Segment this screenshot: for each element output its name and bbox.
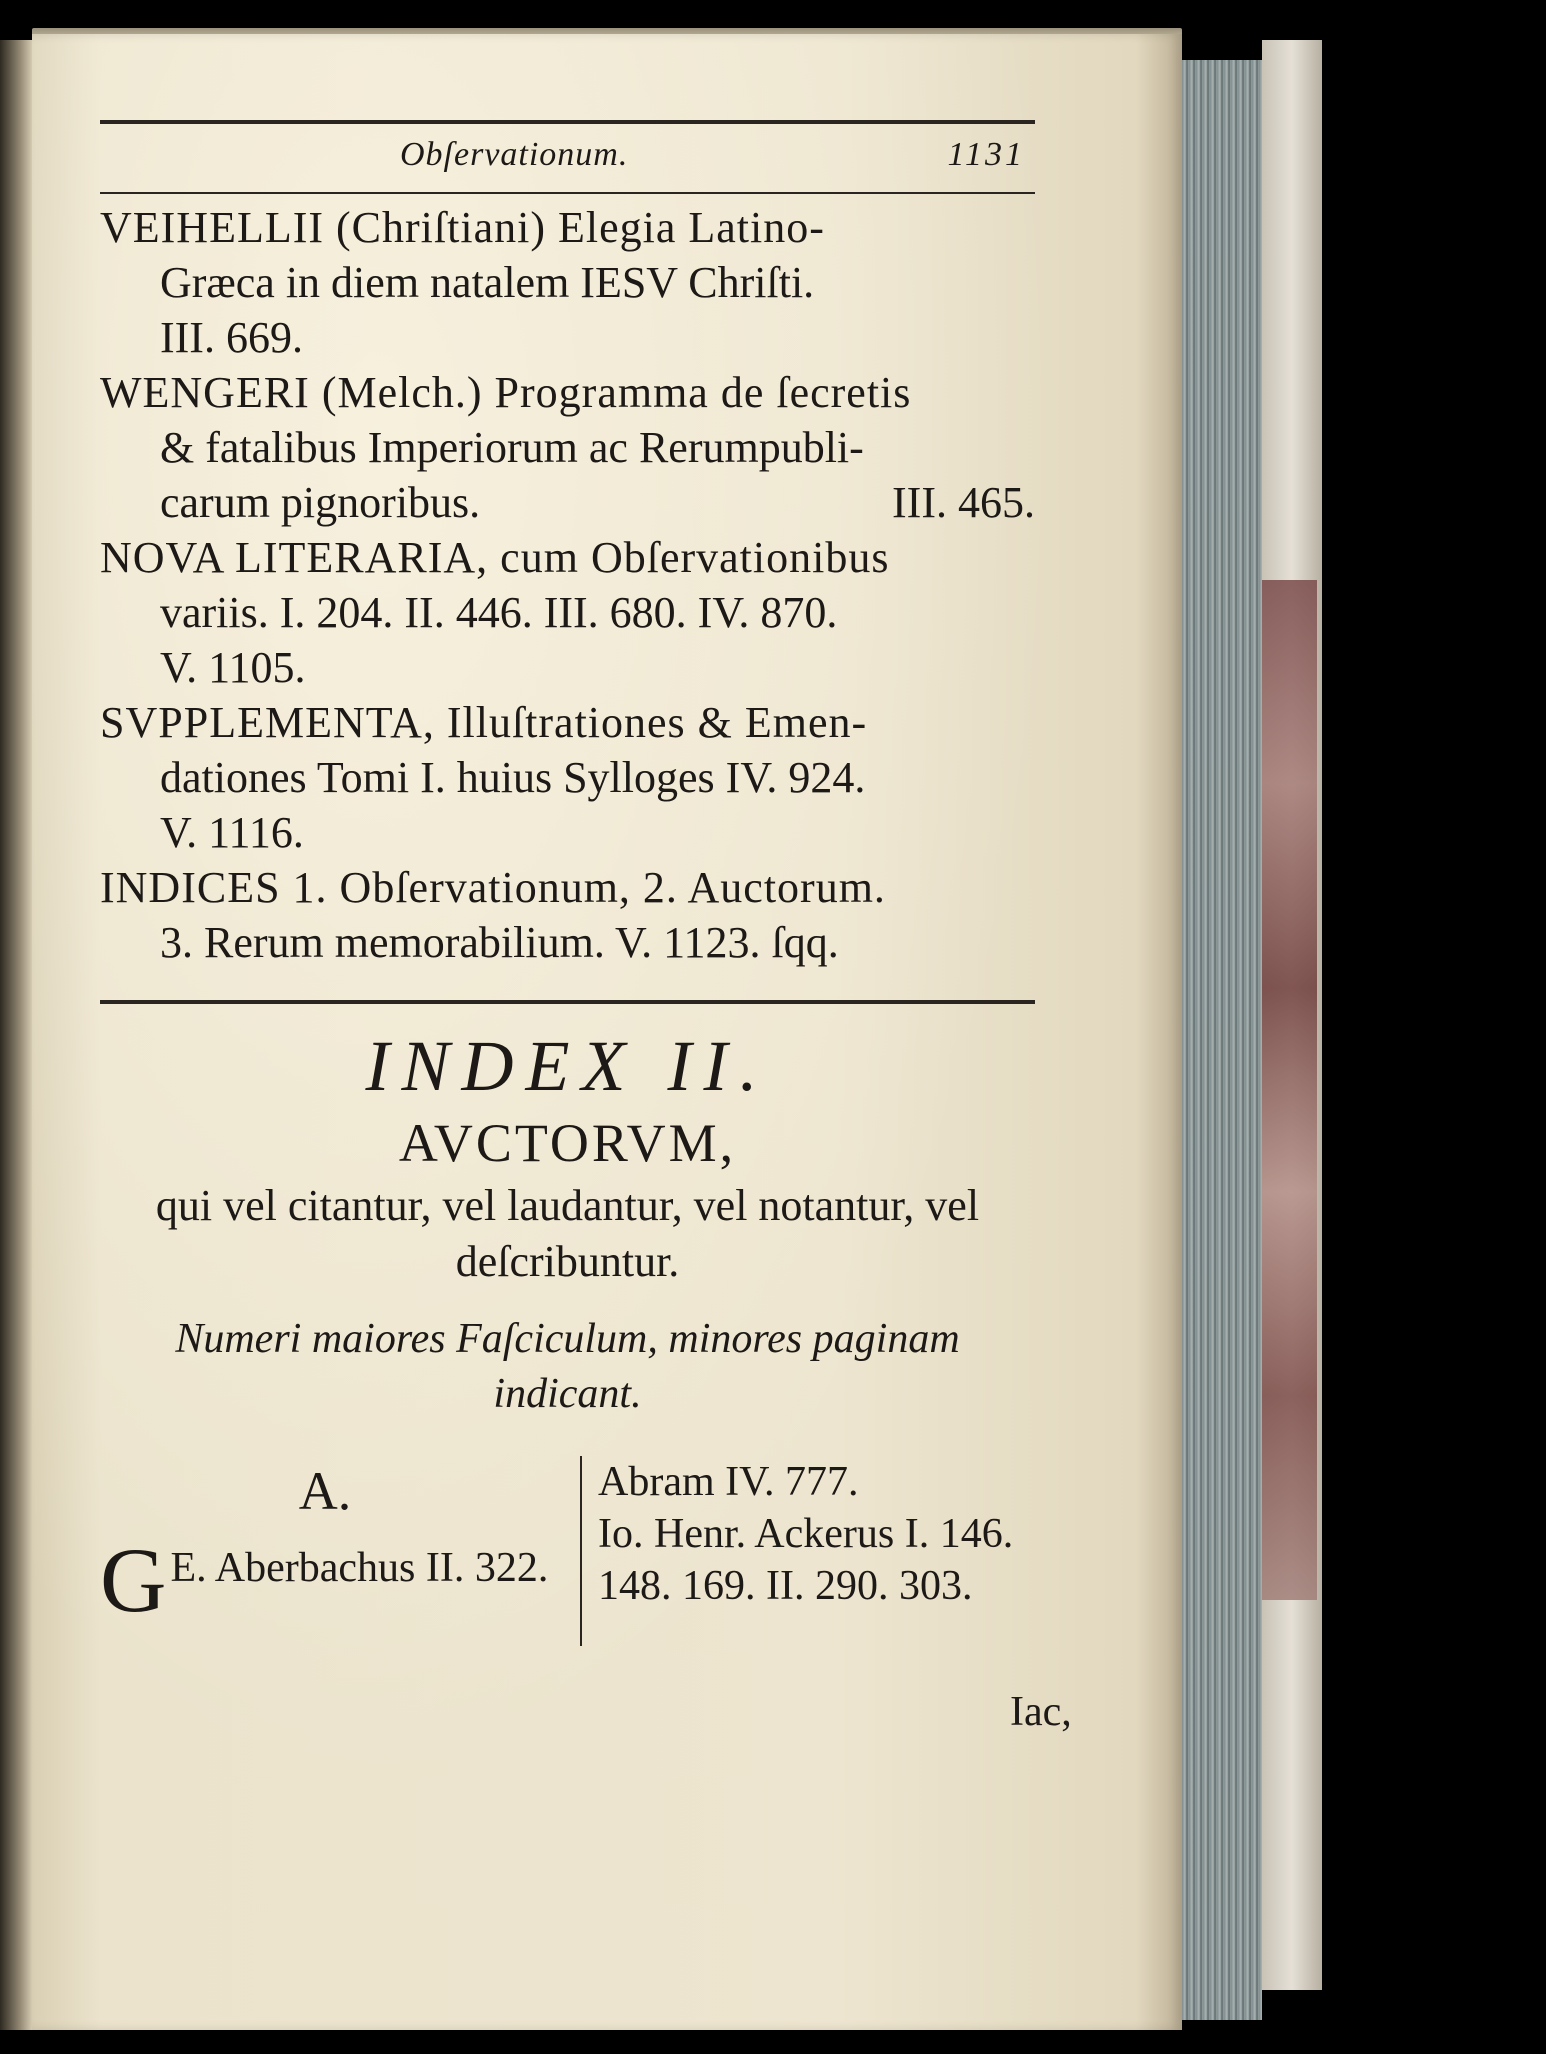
running-head-title: Obſervationum. xyxy=(400,136,629,173)
entry-line: WENGERI (Melch.) Programma de ſecretis xyxy=(100,368,912,417)
entry-line: carum pignoribus. xyxy=(160,478,481,527)
entry-line-with-ref xyxy=(100,475,1035,530)
column-divider xyxy=(580,1456,582,1646)
page-fore-edge xyxy=(1182,60,1262,2020)
running-head xyxy=(100,120,1035,192)
entry-line: NOVA LITERARIA, cum Obſervationibus xyxy=(100,533,890,582)
drop-cap: G xyxy=(100,1529,167,1631)
entry-line: V. 1116. xyxy=(160,808,304,857)
index-title: INDEX II. xyxy=(365,1026,770,1106)
marbled-cover-patch xyxy=(1262,580,1317,1600)
author-entry: Io. Henr. Ackerus I. 146. 148. 169. II. 290. 303. xyxy=(598,1511,1014,1609)
letter-heading: A. xyxy=(298,1461,352,1521)
index-entry xyxy=(100,695,1035,860)
catchword: Iac, xyxy=(1010,1689,1072,1735)
index-entry xyxy=(100,860,1035,970)
index-entry xyxy=(100,530,1035,695)
index-entry xyxy=(100,365,1035,530)
header-rule xyxy=(100,192,1035,194)
entry-line: variis. I. 204. II. 446. III. 680. IV. 870. xyxy=(160,588,838,637)
right-column xyxy=(598,1456,1038,1612)
entry-line: VEIHELLII (Chriſtiani) Elegia Latino- xyxy=(100,203,825,252)
entry-reference: III. 465. xyxy=(892,478,1035,527)
entry-line: Græca in diem natalem IESV Chriſti. xyxy=(160,258,815,307)
entry-line: INDICES 1. Obſervationum, 2. Auctorum. xyxy=(100,863,886,912)
index-subtitle: AVCTORVM, xyxy=(398,1113,737,1173)
author-entry-text: E. Aberbachus II. 322. xyxy=(170,1545,549,1591)
index-note: Numeri maiores Faſciculum, minores paginam indicant. xyxy=(175,1316,960,1417)
index-entry xyxy=(100,200,1035,365)
left-column xyxy=(100,1456,570,1631)
author-entry xyxy=(100,1529,570,1631)
text-column xyxy=(100,120,1035,1716)
author-entry: Abram IV. 777. xyxy=(598,1459,859,1505)
page-number: 1131 xyxy=(947,136,1025,173)
index-columns xyxy=(100,1456,1035,1716)
entry-line: 3. Rerum memorabilium. V. 1123. ſqq. xyxy=(160,918,839,967)
entry-line: dationes Tomi I. huius Sylloges IV. 924. xyxy=(160,753,866,802)
index-description: qui vel citantur, vel laudantur, vel notantur, vel deſcribuntur. xyxy=(155,1181,980,1286)
section-rule xyxy=(100,1000,1035,1004)
facing-page-edge xyxy=(0,40,32,2030)
entry-line: SVPPLEMENTA, Illuſtrationes & Emen- xyxy=(100,698,868,747)
entry-reference: III. 669. xyxy=(160,313,303,362)
entry-line: V. 1105. xyxy=(160,643,306,692)
entry-line: & fatalibus Imperiorum ac Rerumpubli- xyxy=(160,423,864,472)
